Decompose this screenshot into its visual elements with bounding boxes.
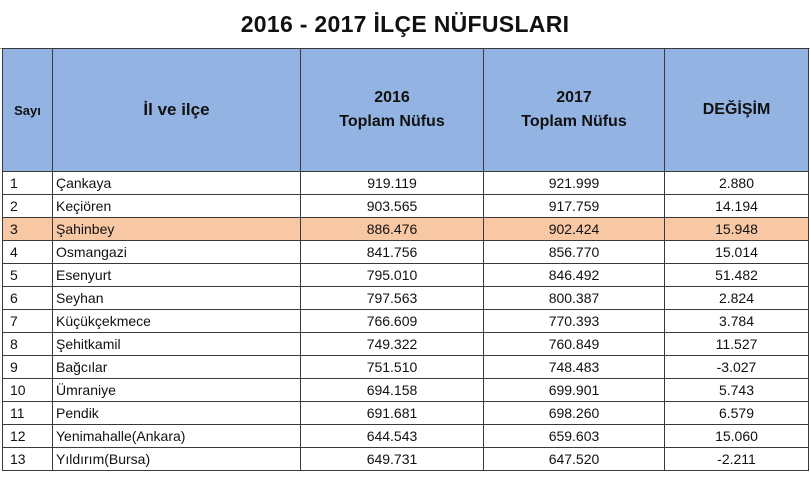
cell-degisim: 15.948 xyxy=(665,218,809,241)
cell-2016: 749.322 xyxy=(301,333,484,356)
cell-sayi: 6 xyxy=(3,287,53,310)
header-degisim: DEĞİŞİM xyxy=(665,49,809,172)
cell-2016: 751.510 xyxy=(301,356,484,379)
header-2017-label: Toplam Nüfus xyxy=(521,113,627,130)
cell-ilce: Pendik xyxy=(53,402,301,425)
cell-2016: 903.565 xyxy=(301,195,484,218)
cell-2017: 917.759 xyxy=(484,195,665,218)
table-row xyxy=(3,425,809,448)
cell-degisim: 14.194 xyxy=(665,195,809,218)
header-ilce: İl ve ilçe xyxy=(53,49,301,172)
population-table xyxy=(2,48,809,471)
cell-sayi: 3 xyxy=(3,218,53,241)
header-2016-year: 2016 xyxy=(374,89,410,106)
cell-2016: 886.476 xyxy=(301,218,484,241)
cell-ilce: Bağcılar xyxy=(53,356,301,379)
cell-2016: 795.010 xyxy=(301,264,484,287)
cell-sayi: 7 xyxy=(3,310,53,333)
cell-2016: 644.543 xyxy=(301,425,484,448)
cell-2016: 694.158 xyxy=(301,379,484,402)
cell-degisim: 2.880 xyxy=(665,172,809,195)
page-title: 2016 - 2017 İLÇE NÜFUSLARI xyxy=(240,10,570,37)
cell-sayi: 2 xyxy=(3,195,53,218)
cell-sayi: 4 xyxy=(3,241,53,264)
cell-2017: 770.393 xyxy=(484,310,665,333)
cell-degisim: -2.211 xyxy=(665,448,809,471)
title-bar xyxy=(0,0,810,49)
table-row xyxy=(3,333,809,356)
cell-2017: 699.901 xyxy=(484,379,665,402)
cell-sayi: 12 xyxy=(3,425,53,448)
cell-2017: 698.260 xyxy=(484,402,665,425)
cell-2016: 691.681 xyxy=(301,402,484,425)
cell-sayi: 13 xyxy=(3,448,53,471)
cell-ilce: Esenyurt xyxy=(53,264,301,287)
header-2017-year: 2017 xyxy=(556,89,592,106)
cell-ilce: Yıldırım(Bursa) xyxy=(53,448,301,471)
cell-2016: 841.756 xyxy=(301,241,484,264)
cell-degisim: 15.014 xyxy=(665,241,809,264)
cell-2017: 659.603 xyxy=(484,425,665,448)
cell-degisim: 5.743 xyxy=(665,379,809,402)
cell-ilce: Osmangazi xyxy=(53,241,301,264)
cell-ilce: Şahinbey xyxy=(53,218,301,241)
table-row xyxy=(3,264,809,287)
cell-ilce: Şehitkamil xyxy=(53,333,301,356)
table-row xyxy=(3,402,809,425)
cell-degisim: 2.824 xyxy=(665,287,809,310)
cell-sayi: 1 xyxy=(3,172,53,195)
cell-ilce: Ümraniye xyxy=(53,379,301,402)
header-row xyxy=(3,49,809,172)
cell-ilce: Çankaya xyxy=(53,172,301,195)
cell-sayi: 10 xyxy=(3,379,53,402)
cell-ilce: Keçiören xyxy=(53,195,301,218)
table-row xyxy=(3,287,809,310)
table-row xyxy=(3,195,809,218)
header-2017 xyxy=(484,49,665,172)
table-row xyxy=(3,379,809,402)
cell-ilce: Küçükçekmece xyxy=(53,310,301,333)
cell-sayi: 5 xyxy=(3,264,53,287)
cell-ilce: Seyhan xyxy=(53,287,301,310)
cell-ilce: Yenimahalle(Ankara) xyxy=(53,425,301,448)
header-sayi: Sayı xyxy=(3,49,53,172)
cell-2016: 766.609 xyxy=(301,310,484,333)
cell-degisim: 11.527 xyxy=(665,333,809,356)
table-row xyxy=(3,310,809,333)
cell-2017: 856.770 xyxy=(484,241,665,264)
cell-2016: 797.563 xyxy=(301,287,484,310)
cell-sayi: 11 xyxy=(3,402,53,425)
cell-degisim: 51.482 xyxy=(665,264,809,287)
cell-2017: 902.424 xyxy=(484,218,665,241)
cell-2017: 748.483 xyxy=(484,356,665,379)
cell-degisim: 15.060 xyxy=(665,425,809,448)
cell-2016: 919.119 xyxy=(301,172,484,195)
cell-2016: 649.731 xyxy=(301,448,484,471)
table-row xyxy=(3,356,809,379)
cell-2017: 647.520 xyxy=(484,448,665,471)
header-2016-label: Toplam Nüfus xyxy=(339,113,445,130)
cell-degisim: -3.027 xyxy=(665,356,809,379)
cell-2017: 921.999 xyxy=(484,172,665,195)
cell-2017: 846.492 xyxy=(484,264,665,287)
cell-sayi: 8 xyxy=(3,333,53,356)
cell-degisim: 3.784 xyxy=(665,310,809,333)
table-row-highlighted xyxy=(3,218,809,241)
table-row xyxy=(3,448,809,471)
header-2016 xyxy=(301,49,484,172)
cell-2017: 800.387 xyxy=(484,287,665,310)
table-row xyxy=(3,172,809,195)
cell-2017: 760.849 xyxy=(484,333,665,356)
cell-sayi: 9 xyxy=(3,356,53,379)
table-row xyxy=(3,241,809,264)
cell-degisim: 6.579 xyxy=(665,402,809,425)
